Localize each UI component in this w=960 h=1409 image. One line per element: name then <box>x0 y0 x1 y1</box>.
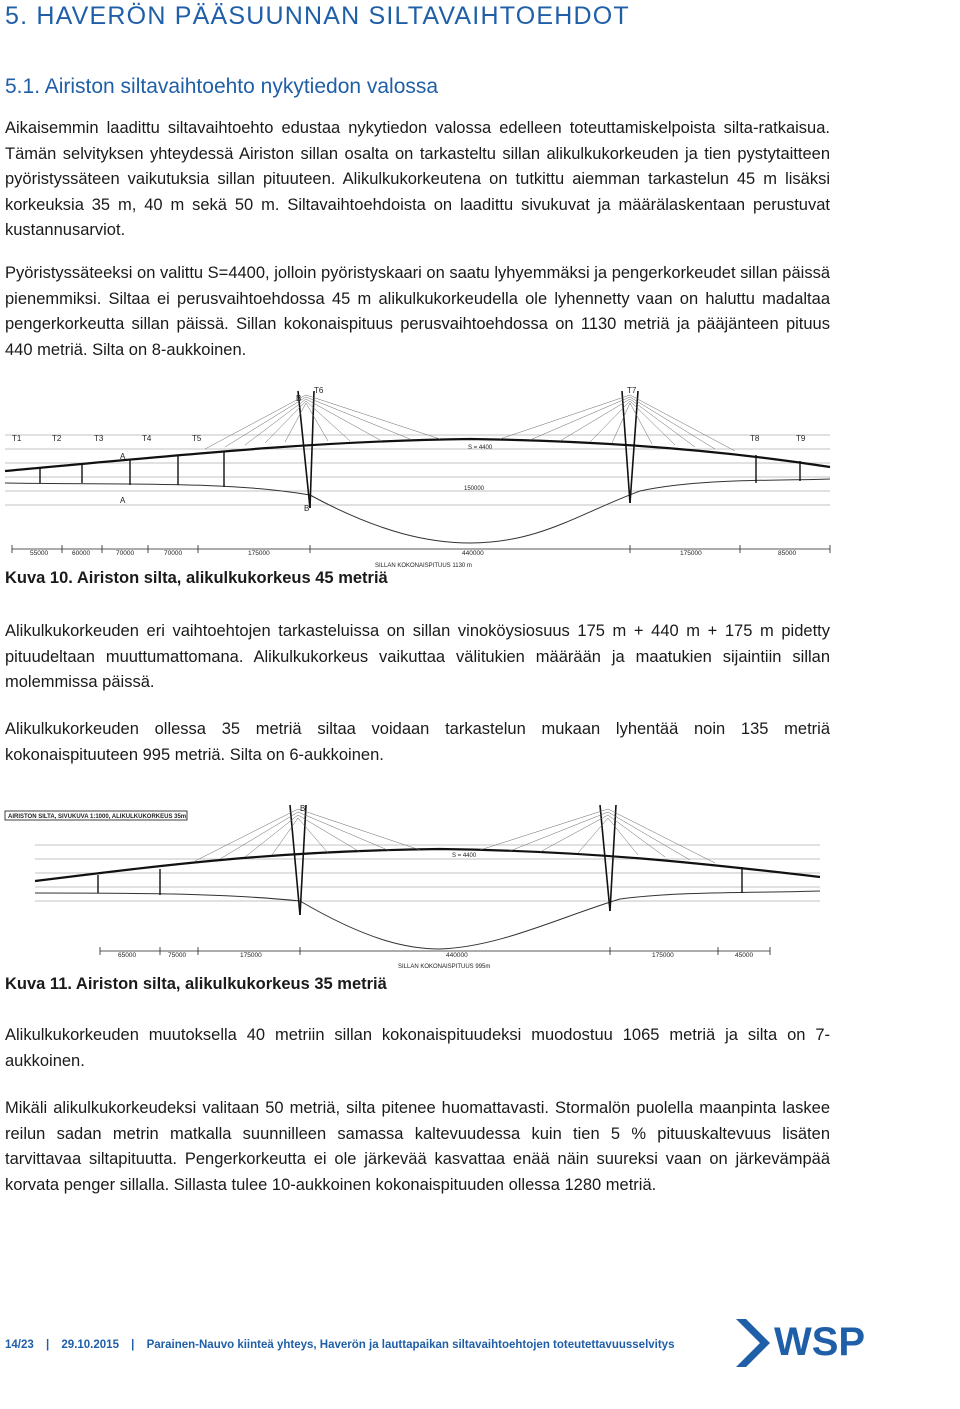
paragraph-radius: Pyöristyssäteeksi on valittu S=4400, jolloin pyöristyskaari on saatu lyhyemmäksi ja pengerkorkeudet sillan päissä pienemmiksi. Siltaa ei perusvaihtoehdossa 45 m alikulkukorkeudella ole lyhennetty vaan on haluttu madaltaa pengerkorkeutta sillan päissä. Sillan kokonaispituus perusvaihtoehdossa on 1130 metriä ja pääjänteen pituus 440 metriä. Silta on 8-aukkoinen. <box>5 264 830 359</box>
section-mark: A <box>120 496 126 505</box>
paragraph-40m: Alikulkukorkeuden muutoksella 40 metriin sillan kokonaispituudeksi muodostuu 1065 metriä ja silta on 7-aukkoinen. <box>5 1026 830 1070</box>
dimension-label: 440000 <box>462 550 484 557</box>
bridge-elevation-45m-drawing <box>0 383 960 573</box>
dimension-label: 65000 <box>118 952 137 959</box>
bridge-elevation-35m-drawing <box>0 797 960 975</box>
section-mark: B <box>296 394 302 403</box>
curve-radius-label: S = 4400 <box>452 853 477 859</box>
dimension-label: 175000 <box>680 550 702 557</box>
logo-chevron-icon <box>736 1319 770 1343</box>
support-label: T2 <box>52 434 62 443</box>
support-label: T1 <box>12 434 22 443</box>
support-label: T5 <box>192 434 202 443</box>
dimension-label: 55000 <box>30 550 49 557</box>
dimension-label: 70000 <box>164 550 183 557</box>
paragraph-50m: Mikäli alikulkukorkeudeksi valitaan 50 metriä, silta pitenee huomattavasti. Stormalön puolella maanpinta laskee reilun sadan metrin matkalla suunnilleen samassa kaltevuudessa kuin tien 5 % pituuskaltevuus lisäten tarvittavaa siltapituutta. Pengerkorkeutta ei ole järkevää kasvattaa enää näin suureksi vaan on järkevämpää korvata penger sillalla. Sillasta tulee 10-aukkoinen kokonaispituuden ollessa 1280 metriä. <box>5 1099 830 1194</box>
dimension-label: 70000 <box>116 550 135 557</box>
curve-radius-label: S = 4400 <box>468 445 493 451</box>
dimension-label: 175000 <box>248 550 270 557</box>
tower-label: T6 <box>314 386 324 395</box>
total-length-label: SILLAN KOKONAISPITUUS 1130 m <box>375 563 472 569</box>
support-label: T8 <box>750 434 760 443</box>
page-number: 14/23 <box>5 1339 34 1351</box>
dimension-label: 45000 <box>735 952 754 959</box>
dimension-label: 440000 <box>446 952 468 959</box>
tower-label: T7 <box>627 386 637 395</box>
dimension-label: 85000 <box>778 550 797 557</box>
footer-date: 29.10.2015 <box>61 1339 119 1351</box>
support-label: T9 <box>796 434 806 443</box>
dimension-label: 175000 <box>240 952 262 959</box>
support-label: T3 <box>94 434 104 443</box>
drawing-title: AIRISTON SILTA, SIVUKUVA 1:1000, ALIKULKUKORKEUS 35m <box>8 814 187 820</box>
page-heading: 5. HAVERÖN PÄÄSUUNNAN SILTAVAIHTOEHDOT <box>5 2 630 30</box>
footer-separator: | <box>45 1339 50 1351</box>
footer-separator: | <box>131 1339 135 1351</box>
total-length-label: SILLAN KOKONAISPITUUS 995m <box>398 964 491 970</box>
main-span-label: 150000 <box>464 486 485 492</box>
figure-caption-11: Kuva 11. Airiston silta, alikulkukorkeus 35 metriä <box>5 975 387 993</box>
document-title: Parainen-Nauvo kiinteä yhteys, Haverön ja lauttapaikan siltavaihtoehtojen toteutettavuusselvitys <box>146 1339 675 1351</box>
paragraph-35m: Alikulkukorkeuden ollessa 35 metriä siltaa voidaan tarkastelun mukaan lyhentää noin 135 metriä kokonaispituuteen 995 metriä. Silta on 6-aukkoinen. <box>5 720 830 764</box>
page-footer <box>5 1339 674 1351</box>
figure-caption-10: Kuva 10. Airiston silta, alikulkukorkeus 45 metriä <box>5 569 388 587</box>
section-mark: B <box>304 504 310 513</box>
support-label: T4 <box>142 434 152 443</box>
section-mark: B <box>300 804 306 813</box>
dimension-label: 60000 <box>72 550 91 557</box>
dimension-label: 75000 <box>168 952 187 959</box>
paragraph-intro: Aikaisemmin laadittu siltavaihtoehto edustaa nykytiedon valossa edelleen toteuttamiskelpoista silta-ratkaisua. Tämän selvityksen yhteydessä Airiston sillan osalta on tarkasteltu sillan alikulkukorkeuden ja tien pystytaitteen pyöristyssäteen vaikutuksia sillan pituuteen. Alikulkukorkeutena on tutkittu aiemman tarkastelun 45 m lisäksi korkeuksia 35 m, 40 m sekä 50 m. Siltavaihtoehdoista on laadittu sivukuvat ja määrälaskentaan perustuvat kustannusarviot. <box>5 119 830 239</box>
wsp-logo <box>730 1309 890 1369</box>
dimension-label: 175000 <box>652 952 674 959</box>
paragraph-span-variants: Alikulkukorkeuden eri vaihtoehtojen tarkasteluissa on sillan vinoköysiosuus 175 m + 440 m + 175 m pidetty pituudeltaan muuttumattomana. Alikulkukorkeus vaikuttaa välitukien määrään ja maatukien sijaintiin sillan molemmissa päissä. <box>5 622 830 691</box>
section-heading: 5.1. Airiston siltavaihtoehto nykytiedon valossa <box>5 75 439 98</box>
logo-text: WSP <box>774 1320 866 1364</box>
section-mark: A <box>120 452 126 461</box>
